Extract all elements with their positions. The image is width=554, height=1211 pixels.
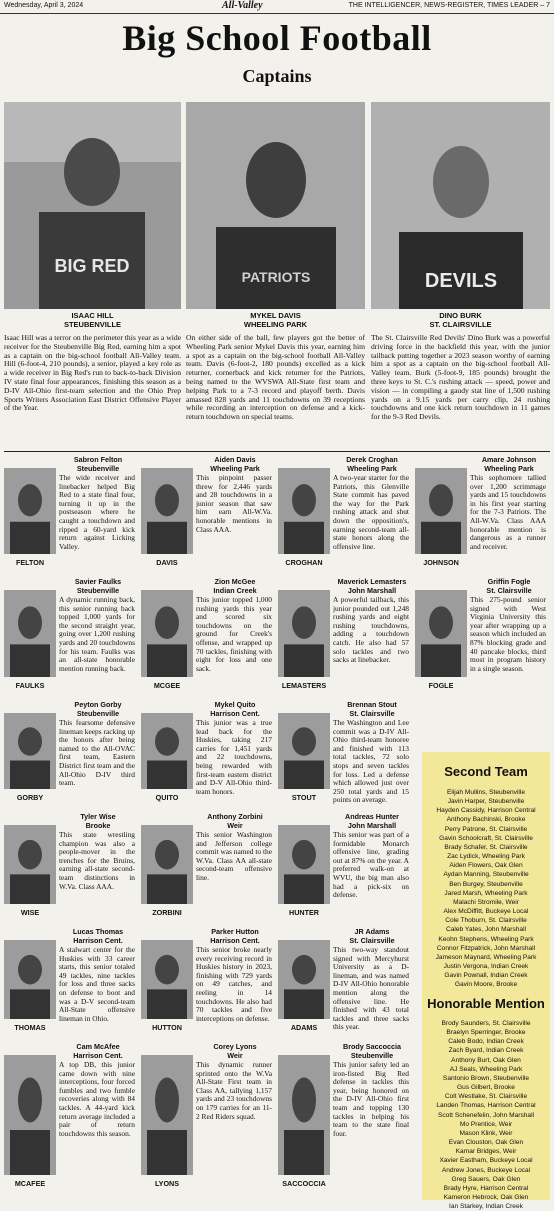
second-team-entry: Elijah Mullins, Steubenville — [446, 789, 526, 796]
second-team-entry: Anthony Bachinski, Brooke — [446, 816, 526, 824]
honorable-mention-entry: Zach Byard, Indian Creek — [448, 1047, 524, 1055]
second-team-entry: Connor Fitzpatrick, John Marshall — [436, 944, 536, 952]
svg-text:DEVILS: DEVILS — [424, 270, 498, 292]
player-blurb: A two-year starter for the Patriots, this Glenville State commit has paved the way for the Park rushing attack and shut down the opposition's, earning second-team all-state honors along the offensive line. — [333, 474, 409, 551]
honorable-mention-entry: Scott Schenefelin, John Marshall — [437, 1111, 535, 1119]
honorable-mention-list — [422, 1019, 550, 1211]
player-blurb: This junior was a true lead back for the Huskies, taking 217 carries for 1,451 yards and 22 touchdowns, being rewarded with first-team eastern district and D-V All-Ohio third-team honors. — [196, 719, 272, 796]
player-name: Tyler Wise Brooke — [80, 812, 116, 830]
player-name: Andreas Hunter John Marshall — [345, 812, 399, 830]
player-photo — [141, 590, 193, 677]
player-name: Aiden Davis Wheeling Park — [210, 455, 260, 473]
player-blurb: This senior was part of a formidable Monarch offensive line, grading out at 87% on the year. A preferred walk-on at WVU, the big man also had a pick-six on defense. — [333, 831, 409, 900]
second-team-entry: Perry Patrone, St. Clairsville — [444, 825, 528, 833]
header-date: Wednesday, April 3, 2024 — [4, 2, 84, 9]
player-photo — [4, 940, 56, 1019]
player-blurb: This 275-pound senior signed with West Virginia University this year after wrapping up a season which included an 87% blocking grade and 40 pancake blocks, third most in program history in a single season. — [470, 596, 546, 673]
player-blurb: This pinpoint passer threw for 2,446 yards and 28 touchdowns in a junior season that saw him earn All-W.Va. honorable mentions in Class AAA. — [196, 474, 272, 534]
player-card — [4, 928, 137, 1039]
second-team-entry: Keohn Stephens, Wheeling Park — [438, 935, 534, 943]
player-blurb: A dynamic running back, this senior running back topped 1,000 yards for the second straight year, going over 1,200 rushing yards and 20 touchdowns for his team. Faulks was an all-state honorable mention running back. — [59, 596, 135, 673]
second-team-entry: Malachi Stromile, Weir — [453, 898, 519, 906]
player-name: Savier Faulks Steubenville — [74, 577, 122, 595]
player-photo-label: WISE — [20, 908, 40, 917]
player-name: Brennan Stout St. Clairsville — [347, 700, 397, 718]
player-name: Corey Lyons Weir — [213, 1042, 257, 1060]
page-header — [0, 0, 554, 14]
player-photo-label: ADAMS — [290, 1023, 318, 1032]
player-name: Sabron Felton Steubenville — [73, 455, 123, 473]
second-team-entry: Aiden Flowers, Oak Glen — [449, 862, 523, 870]
second-team-entry: Jameson Maynard, Wheeling Park — [435, 953, 537, 961]
player-blurb: This dynamic runner sprinted onto the W.Va All-State First team in Class AA, tallying 1,157 yards and 23 touchdowns on 179 carries for an 11-2 Red Riders squad. — [196, 1061, 272, 1121]
second-team-entry: Gavin Pownall, Indian Creek — [444, 972, 528, 980]
second-team-list — [422, 788, 550, 989]
player-photo-label: THOMAS — [14, 1023, 46, 1032]
svg-text:PATRIOTS: PATRIOTS — [241, 269, 311, 285]
player-name: Mykel Quito Harrison Cent. — [210, 700, 260, 718]
honorable-mention-entry: Mason Klink, Weir — [459, 1129, 513, 1137]
player-photo — [278, 590, 330, 677]
page-title: Big School Football — [122, 18, 432, 58]
player-photo-label: CROGHAN — [285, 558, 323, 567]
captain-photo-davis — [186, 102, 365, 309]
player-card — [141, 701, 274, 809]
player-name: Anthony Zorbini Weir — [207, 812, 263, 830]
player-photo — [4, 590, 56, 677]
honorable-mention-entry: AJ Seals, Wheeling Park — [449, 1065, 523, 1073]
player-photo-label: LYONS — [154, 1179, 180, 1188]
player-photo-label: QUITO — [155, 793, 179, 802]
player-photo-label: LEMASTERS — [281, 681, 327, 690]
honorable-mention-entry: Mo Prentice, Weir — [459, 1120, 513, 1128]
second-team-entry: Gavin Moore, Brooke — [454, 981, 518, 989]
second-team-entry: Brady Schafer, St. Clairsville — [444, 843, 528, 851]
player-card — [278, 578, 411, 697]
player-photo-label: JOHNSON — [423, 558, 459, 567]
player-blurb: This two-way standout signed with Mercyhurst University as a D-lineman, and was named D-IV All-Ohio honorable mention along the offensive line. He finished with 43 total tackles and three sacks this year. — [333, 946, 409, 1032]
player-name: Griffin Fogle St. Clairsville — [486, 577, 532, 595]
second-team-entry: Hayden Cassidy, Harrison Central — [436, 807, 536, 815]
svg-text:BIG RED: BIG RED — [54, 256, 130, 276]
player-name: Lucas Thomas Harrison Cent. — [72, 927, 124, 945]
player-blurb: The wide receiver and linebacker helped Big Red to a state final four, turning it up in the postseason where he caught a touchdown and ripped a 60-yard kick return against Licking Valley. — [59, 474, 135, 551]
honorable-mention-entry: Santonio Brown, Steubenville — [442, 1074, 530, 1082]
player-card — [4, 813, 137, 924]
second-team-entry: Zac Lydick, Wheeling Park — [447, 853, 525, 861]
player-name: Peyton Gorby Steubenville — [74, 700, 122, 718]
honorable-mention-entry: Evan Clouston, Oak Glen — [448, 1139, 524, 1147]
honorable-mention-entry: Kameron Hebrock, Oak Glen — [443, 1193, 529, 1201]
player-card — [4, 456, 137, 574]
player-name: Amare Johnson Wheeling Park — [481, 455, 537, 473]
player-photo — [278, 1055, 330, 1175]
player-photo-label: SACCOCCIA — [282, 1179, 326, 1188]
player-photo-label: FAULKS — [15, 681, 45, 690]
player-blurb: This junior safety led an iron-fisted Big Red defense in tackles this year, being honored on the D-IV All-Ohio first team and topping 130 tackles in helping his team to the state final four. — [333, 1061, 409, 1138]
second-team-entry: Jared Marsh, Wheeling Park — [444, 889, 528, 897]
honorable-mention-entry: Braelyn Sperringer, Brooke — [446, 1029, 526, 1037]
honorable-mention-entry: Kamar Bridges, Weir — [455, 1148, 517, 1156]
header-publication: THE INTELLIGENCER, NEWS-REGISTER, TIMES LEADER – 7 — [348, 2, 550, 9]
player-photo — [141, 940, 193, 1019]
second-team-entry: Caleb Yates, John Marshall — [445, 926, 527, 934]
player-card — [278, 813, 411, 924]
player-card — [4, 701, 137, 809]
player-photo — [141, 1055, 193, 1175]
player-blurb: This sophomore tallied over 1,200 scrimmage yards and 15 touchdowns in his first year starting for the 7-3 Patriots. The All-W.Va. Class AAA honorable mention is dangerous as a runner and receiver. — [470, 474, 546, 551]
honorable-mention-heading: Honorable Mention — [427, 996, 545, 1011]
player-card — [141, 1043, 274, 1195]
honorable-mention-entry: Ian Starkey, Indian Creek — [449, 1203, 523, 1211]
honorable-mention-entry: Landen Thomas, Harrison Central — [436, 1102, 536, 1110]
honorable-mention-entry: Greg Sauers, Oak Glen — [451, 1175, 521, 1183]
player-photo-label: FELTON — [15, 558, 45, 567]
player-name: JR Adams St. Clairsville — [349, 927, 395, 945]
player-photo-label: MCAFEE — [14, 1179, 46, 1188]
player-photo — [4, 468, 56, 554]
player-photo — [278, 825, 330, 904]
captain-story-burk: The St. Clairsville Red Devils' Dino Burk was a powerful driving force in the backfield this year, with the junior tailback putting together a 2023 season worthy of earning him a spot as a captain on the big-school football All-Valley team. Burk (5-foot-9, 185 pounds) brought the three keys to St. C.'s rushing attack — speed, power and vision — in compiling a gaudy stat line of 1,500 rushing yards on a 9.15 yards per carry clip, 24 rushing touchdowns and one kick return touchdown in 11 games for the 9-3 Red Devils. — [371, 333, 550, 422]
player-photo — [141, 825, 193, 904]
second-team-entry: Alex McDiffitt, Buckeye Local — [443, 908, 529, 916]
honorable-mention-entry: Andrew Jones, Buckeye Local — [441, 1166, 531, 1174]
section-name: All-Valley — [222, 0, 263, 11]
second-team-entry: Aydan Manning, Steubenville — [443, 871, 529, 879]
player-photo — [4, 825, 56, 904]
honorable-mention-entry: Anthony Burt, Oak Glen — [451, 1056, 521, 1064]
player-photo — [278, 713, 330, 789]
honorable-mention-entry: Brady Hyre, Harrison Central — [443, 1184, 529, 1192]
player-photo — [4, 1055, 56, 1175]
second-team-heading: Second Team — [444, 764, 528, 779]
captain-caption-burk: DINO BURK ST. CLAIRSVILLE — [429, 311, 492, 329]
honorable-mention-entry: Colt Westlake, St. Clairsville — [444, 1093, 528, 1101]
player-name: Brody Saccoccia Steubenville — [343, 1042, 401, 1060]
player-blurb: This state wrestling champion was also a people-mover in the trenches for the Bruins, earning all-state second-team distinctions in W.Va. Class AAA. — [59, 831, 135, 891]
player-blurb: A stalwart center for the Huskies with 33 career starts, this senior totaled 49 tackles, nine tackles for loss and three sacks on defense to boot and was a D-V second-team All-State offensive lineman in Ohio. — [59, 946, 135, 1023]
second-team-entry: Gavin Schoolcraft, St. Clairsville — [439, 834, 533, 842]
sidebar-lists — [422, 752, 550, 1211]
player-photo — [278, 940, 330, 1019]
player-name: Parker Hutton Harrison Cent. — [210, 927, 260, 945]
player-blurb: The Washington and Lee commit was a D-IV All-Ohio third-team honoree and finished with 113 total tackles, 72 solo stops and seven tackles for loss. Led a defense which allowed just over 250 total yards and 15 points on average. — [333, 719, 409, 805]
captain-caption-davis: MYKEL DAVIS WHEELING PARK — [243, 311, 308, 329]
player-blurb: A top DB, this junior came down with nine interceptions, four forced fumbles and two fumble recoveries along with 84 tackles. A 44-yard kick return average included a pair of return touchdowns this season. — [59, 1061, 135, 1138]
honorable-mention-entry: Brody Saunders, St. Clairsville — [441, 1020, 531, 1027]
player-card — [141, 813, 274, 924]
player-photo-label: DAVIS — [156, 558, 178, 567]
honorable-mention-entry: Caleb Bodo, Indian Creek — [448, 1038, 524, 1046]
second-team-entry: Cole Thoburn, St. Clairsville — [445, 917, 527, 925]
player-photo — [415, 590, 467, 677]
player-card — [4, 578, 137, 697]
player-card — [415, 578, 548, 697]
player-card — [415, 456, 548, 574]
player-card — [278, 928, 411, 1039]
player-name: Maverick Lemasters John Marshall — [337, 577, 407, 595]
captain-photo-burk — [371, 102, 550, 309]
second-team-entry: Javin Harper, Steubenville — [447, 798, 525, 806]
captain-story-hill: Isaac Hill was a terror on the perimeter this year as a wide receiver for the Steubenville Big Red, earning him a spot as a captain on the big-school football All-Valley team. Hill (6-foot-4, 210 pounds), a senior, played a key role as a wide receiver in Big Red's run to back-to-back Division IV state final four appearances, finishing this season as a D-IV All-Ohio first-team selection and the Ohio Prep Sports Writers Association East District Offensive Player of the Year. — [4, 333, 181, 413]
player-card — [278, 1043, 411, 1195]
player-card — [278, 456, 411, 574]
player-photo-label: ZORBINI — [152, 908, 182, 917]
second-team-entry: Justin Vergona, Indian Creek — [443, 962, 529, 970]
player-blurb: This senior broke nearly every receiving record in Huskies history in 2023, finishing with 729 yards on 49 catches, and reeling in 14 touchdowns. He also had 70 tackles and five interceptions on defense. — [196, 946, 272, 1023]
player-photo — [415, 468, 467, 554]
player-photo — [141, 713, 193, 789]
player-photo-label: GORBY — [16, 793, 44, 802]
captain-story-davis: On either side of the ball, few players got the better of Wheeling Park senior Mykel Davis this year, earning him a spot as a captain on the big-school football All-Valley team. Davis (6-foot-2, 180 pounds) excelled as a kick returner, cornerback and kick returner for the Patriots, being named to the WVSWA All-State first team and helping Park to a 7-3 record and playoff berth. Davis amassed 828 yards and 11 touchdowns on 39 receptions while recording an interception on defense and a kick-return touchdown on special teams. — [186, 333, 365, 422]
player-photo-label: FOGLE — [428, 681, 454, 690]
player-photo — [4, 713, 56, 789]
player-name: Derek Croghan Wheeling Park — [346, 455, 398, 473]
player-blurb: A powerful tailback, this junior pounded out 1,248 rushing yards and eight rushing touchdowns, adding a touchdown catch. He also had 57 solo tackles and two sacks at linebacker. — [333, 596, 409, 665]
player-blurb: This senior Washington and Jefferson college commit was named to the W.Va. Class AA all-state second-team offensive line. — [196, 831, 272, 882]
player-card — [141, 578, 274, 697]
player-photo-label: HUTTON — [152, 1023, 182, 1032]
player-card — [141, 928, 274, 1039]
player-name: Zion McGee Indian Creek — [213, 577, 257, 595]
player-name: Cam McAfee Harrison Cent. — [73, 1042, 123, 1060]
player-card — [278, 701, 411, 809]
section-divider — [4, 451, 550, 452]
player-card — [4, 1043, 137, 1195]
player-photo-label: MCGEE — [153, 681, 181, 690]
player-photo — [141, 468, 193, 554]
player-card — [141, 456, 274, 574]
captain-photo-hill — [4, 102, 181, 309]
player-blurb: This fearsome defensive lineman keeps racking up the honors after being named to the All-OVAC first team, Eastern District first team and the All-Ohio D-IV third team. — [59, 719, 135, 788]
captain-caption-hill: ISAAC HILL STEUBENVILLE — [63, 311, 122, 329]
player-photo-label: HUNTER — [289, 908, 319, 917]
second-team-entry: Ben Burgey, Steubenville — [449, 880, 523, 888]
player-photo — [278, 468, 330, 554]
player-photo-label: STOUT — [291, 793, 317, 802]
page-subtitle: Captains — [242, 66, 312, 86]
honorable-mention-entry: Xavier Eastham, Buckeye Local — [439, 1157, 533, 1165]
player-blurb: This junior topped 1,000 rushing yards this year and scored six touchdowns on the ground for Creek's offense, and wrapped up 70 tackles, finishing with eight for loss and one sack. — [196, 596, 272, 673]
honorable-mention-entry: Gus Gilbert, Brooke — [457, 1084, 515, 1092]
